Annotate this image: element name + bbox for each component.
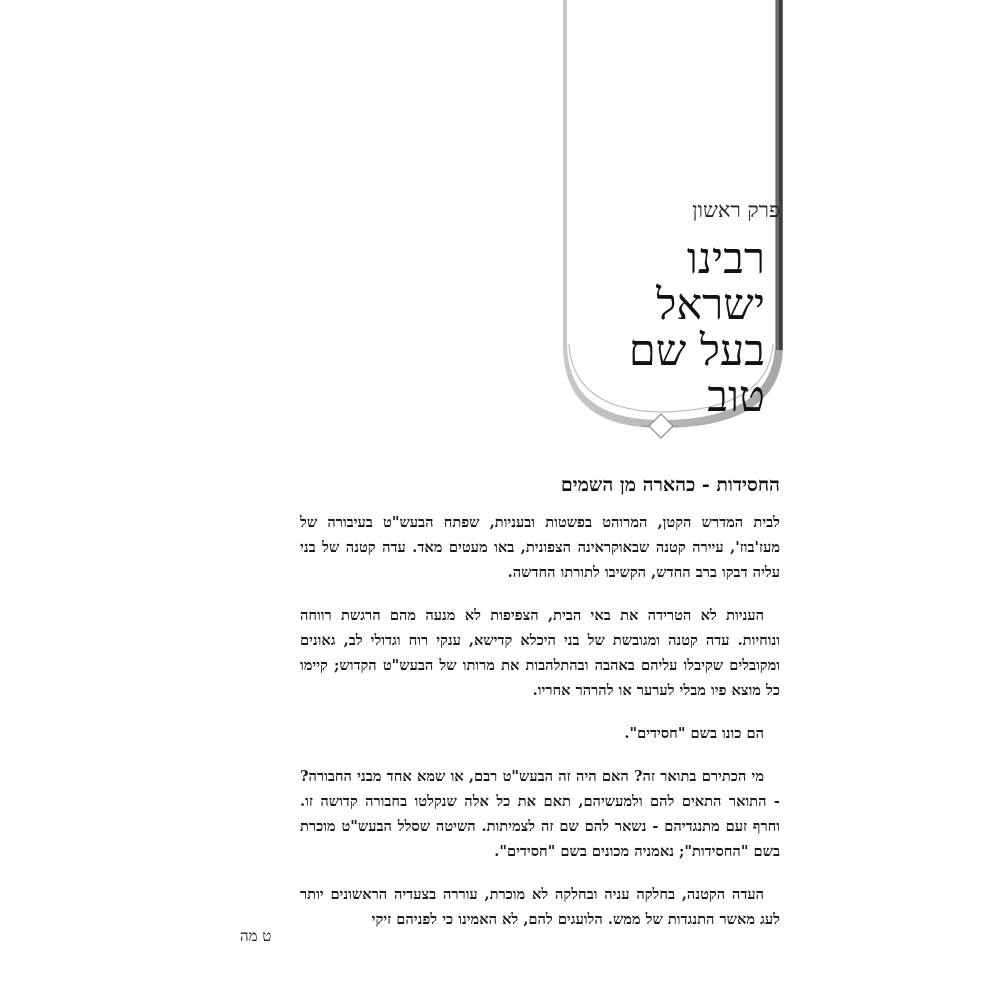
chapter-title-line-3: בעל שם טוב bbox=[628, 326, 765, 422]
chapter-title-line-1: רבינו bbox=[686, 234, 765, 284]
paragraph-1: לבית המדרש הקטן, המרוהט בפשטות ובעניות, שפתח הבעש"ט בעיבורה של מעז'בוז', עיירה קטנה שבאוקראינה הצפונית, באו מעטים מאד. עדה קטנה של בני עליה דבקו ברב החדש, הקשיבו לתורתו החדשה. bbox=[300, 514, 780, 581]
paragraph-4: מי הכתירם בתואר זה? האם היה זה הבעש"ט רבם, או שמא אחד מבני החבורה? - התואר התאים להם ולמעשיהם, תאם את כל אלה שנקלטו בחבורה קדושה זו. וחרף זעם מתנגדיהם - נשאר להם שם זה לצמיתות. השיטה שסלל הבעש"ט מוכרת בשם "החסידות"; נאמניה מכונים בשם "חסידים". bbox=[300, 768, 780, 860]
chapter-title-line-2: ישראל bbox=[656, 280, 765, 330]
body-text bbox=[300, 510, 780, 950]
paragraph-5: העדה הקטנה, בחלקה עניה ובחלקה לא מוכרת, עוררה בצעדיה הראשונים יותר לעג מאשר התנגדות של ממש. הלועגים להם, לא האמינו כי לפניהם זיקי bbox=[300, 886, 780, 928]
section-heading: החסידות - כהארה מן השמים bbox=[560, 474, 780, 496]
chapter-title bbox=[565, 236, 765, 420]
paragraph-3: הם כונו בשם "חסידים". bbox=[624, 725, 764, 742]
paragraph-2: העניות לא הטרידה את באי הבית, הצפיפות לא מנעה מהם הרגשת רווחה ונוחיות. עדה קטנה ומגובשת של בני היכלא קדישא, ענקי רוח וגדולי לב, גאונים ומקובלים שקיבלו עליהם באהבה ובהתלהבות את מרותו של הבעש"ט הקדוש; קיימו כל מוצא פיו מבלי לערער או להרהר אחריו. bbox=[300, 607, 780, 699]
page-number: ט מה bbox=[240, 927, 272, 945]
chapter-label: פרק ראשון bbox=[692, 198, 780, 222]
